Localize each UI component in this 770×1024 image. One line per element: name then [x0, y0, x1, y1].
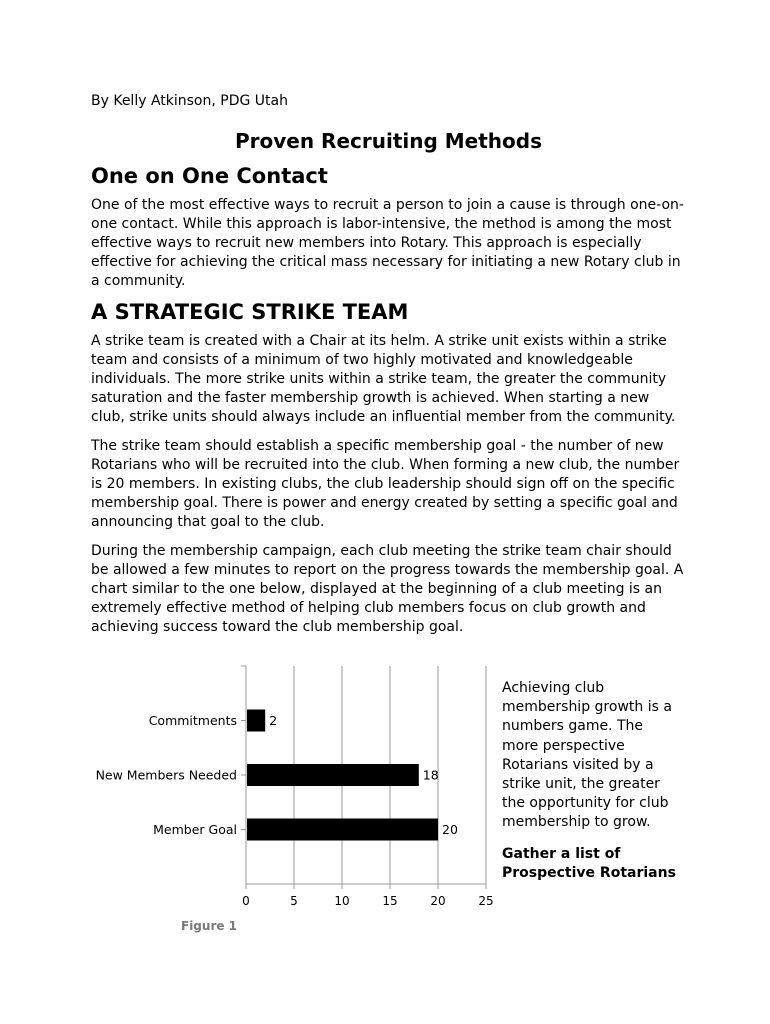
page-title: Proven Recruiting Methods [234, 129, 542, 153]
bar-new-members-needed [247, 764, 419, 786]
byline: By Kelly Atkinson, PDG Utah [91, 93, 288, 109]
category-label-1: New Members Needed [95, 767, 237, 783]
section-heading-one-on-one: One on One Contact [91, 164, 328, 188]
paragraph-strike-team-1: A strike team is created with a Chair at its helm. A strike unit exists within a strike team and consists of a minimum of two highly motivated and knowledgeable individuals. The more strike units within a strike team, the greater the community saturation and the faster membership growth is achieved. When starting a new club, strike units should always include an influential member from the community. [91, 333, 676, 425]
membership-chart [91, 660, 501, 940]
paragraph-strike-team-3: During the membership campaign, each club meeting the strike team chair should be allowed a few minutes to report on the progress towards the membership goal. A chart similar to the one below, displayed at the beginning of a club meeting is an extremely effective method of helping club members focus on club growth and achieving success toward the club membership goal. [91, 543, 684, 635]
x-tick-label-4: 20 [430, 894, 446, 908]
data-label-2: 20 [442, 822, 458, 837]
sidebar-heading: Gather a list of Prospective Rotarians [502, 845, 676, 881]
bar-commitments [247, 710, 265, 732]
x-tick-label-3: 15 [382, 894, 398, 908]
figure-caption: Figure 1 [181, 919, 238, 933]
x-tick-label-5: 25 [478, 894, 494, 908]
sidebar-text: Achieving club membership growth is a numbers game. The more perspective Rotarians visited by a strike unit, the greater the opportunity for club membership to grow. [502, 680, 672, 831]
x-tick-label-0: 0 [242, 894, 250, 908]
data-label-0: 2 [269, 713, 278, 728]
paragraph-one-on-one: One of the most effective ways to recruit a person to join a cause is through one-on-one contact. While this approach is labor-intensive, the method is among the most effective ways to recruit new members into Rotary. This approach is especially effective for achieving the critical mass necessary for initiating a new Rotary club in a community. [91, 197, 684, 289]
sidebar-callout [502, 679, 682, 883]
x-tick-label-1: 5 [290, 894, 298, 908]
category-label-2: Member Goal [153, 822, 237, 837]
category-label-0: Commitments [148, 713, 237, 728]
data-label-1: 18 [422, 767, 439, 783]
section-heading-strike-team: A STRATEGIC STRIKE TEAM [91, 300, 409, 324]
bar-member-goal [247, 819, 438, 841]
bar-chart-svg [91, 660, 501, 940]
x-tick-label-2: 10 [334, 894, 350, 908]
document-page [91, 91, 686, 637]
paragraph-strike-team-2: The strike team should establish a specific membership goal - the number of new Rotarians who will be recruited into the club. When forming a new club, the number is 20 members. In existing clubs, the club leadership should sign off on the specific membership goal. There is power and energy created by setting a specific goal and announcing that goal to the club. [91, 438, 680, 530]
